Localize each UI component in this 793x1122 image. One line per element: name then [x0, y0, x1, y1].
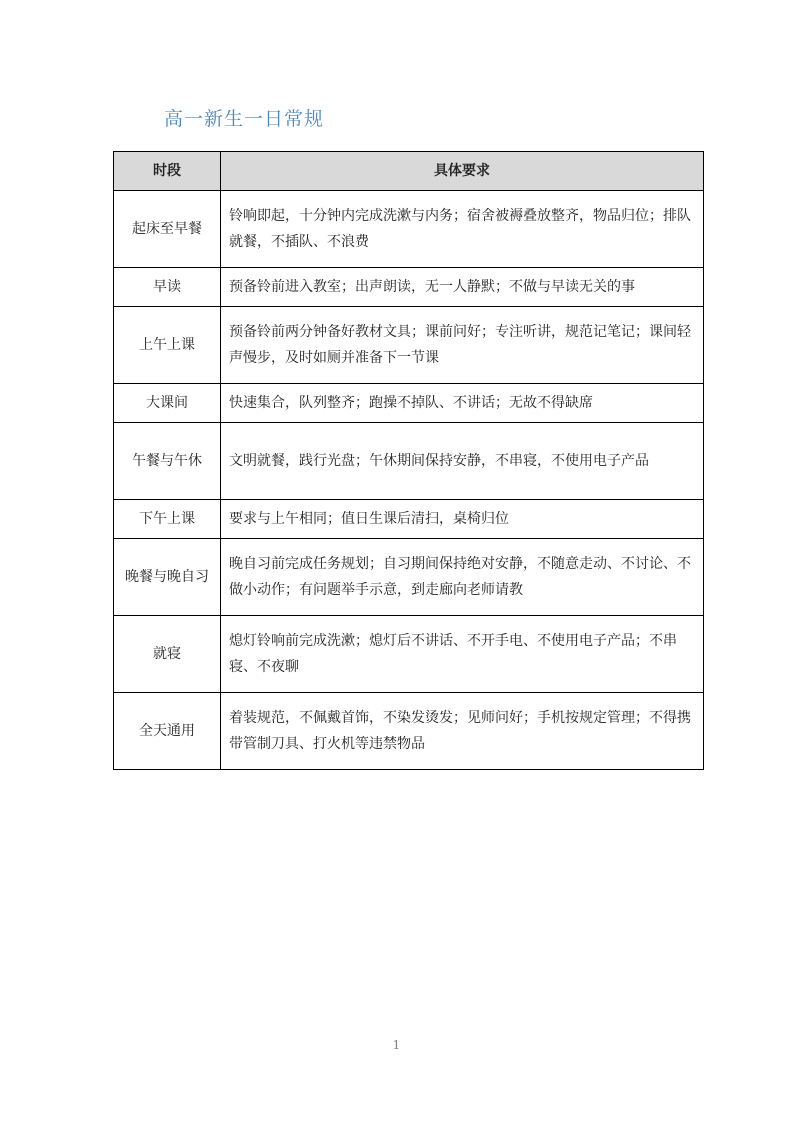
document-title: 高一新生一日常规 — [164, 108, 325, 130]
page-number: 1 — [392, 1038, 401, 1052]
table-row — [114, 500, 704, 539]
table-row — [114, 268, 704, 307]
period-cell: 晚餐与晚自习 — [114, 539, 221, 616]
table-row — [114, 307, 704, 384]
period-cell: 起床至早餐 — [114, 191, 221, 268]
period-cell: 早读 — [114, 268, 221, 307]
requirement-cell: 着装规范，不佩戴首饰，不染发烫发；见师问好；手机按规定管理；不得携带管制刀具、打火机等违禁物品 — [221, 693, 704, 770]
requirement-cell: 熄灯铃响前完成洗漱；熄灯后不讲话、不开手电、不使用电子产品；不串寝、不夜聊 — [221, 616, 704, 693]
period-cell: 午餐与午休 — [114, 423, 221, 500]
table-row — [114, 616, 704, 693]
requirement-cell: 要求与上午相同；值日生课后清扫，桌椅归位 — [221, 500, 704, 539]
period-cell: 全天通用 — [114, 693, 221, 770]
period-cell: 大课间 — [114, 384, 221, 423]
requirement-cell: 文明就餐，践行光盘；午休期间保持安静，不串寝，不使用电子产品 — [221, 423, 704, 500]
requirement-cell: 铃响即起，十分钟内完成洗漱与内务；宿舍被褥叠放整齐，物品归位；排队就餐，不插队、不浪费 — [221, 191, 704, 268]
daily-routine-table — [113, 151, 704, 770]
requirement-cell: 预备铃前进入教室；出声朗读，无一人静默；不做与早读无关的事 — [221, 268, 704, 307]
requirement-cell: 晚自习前完成任务规划；自习期间保持绝对安静，不随意走动、不讨论、不做小动作；有问题举手示意，到走廊向老师请教 — [221, 539, 704, 616]
header-period: 时段 — [114, 152, 221, 191]
header-requirement: 具体要求 — [221, 152, 704, 191]
requirement-cell: 预备铃前两分钟备好教材文具；课前问好；专注听讲，规范记笔记；课间轻声慢步，及时如厕并准备下一节课 — [221, 307, 704, 384]
table-row — [114, 384, 704, 423]
table-row — [114, 693, 704, 770]
table-row — [114, 423, 704, 500]
period-cell: 上午上课 — [114, 307, 221, 384]
period-cell: 下午上课 — [114, 500, 221, 539]
period-cell: 就寝 — [114, 616, 221, 693]
table-row — [114, 539, 704, 616]
table-row — [114, 191, 704, 268]
requirement-cell: 快速集合，队列整齐；跑操不掉队、不讲话；无故不得缺席 — [221, 384, 704, 423]
table-header-row — [114, 152, 704, 191]
